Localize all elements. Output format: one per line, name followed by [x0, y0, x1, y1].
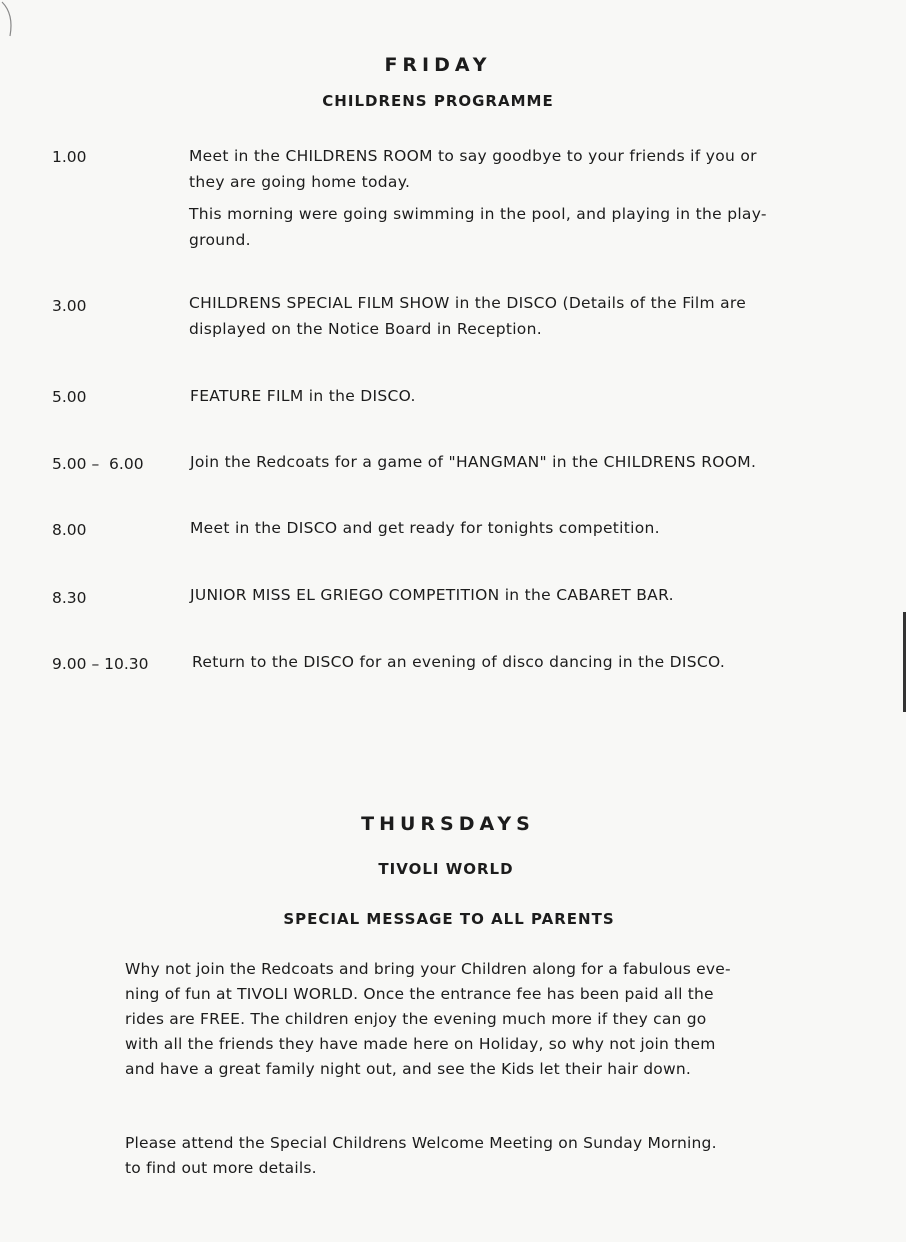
schedule-time: 5.00: [52, 388, 87, 406]
schedule-time: 8.30: [52, 589, 87, 607]
parents-message-line: ning of fun at TIVOLI WORLD. Once the entrance fee has been paid all the: [125, 985, 714, 1003]
parents-message-heading: SPECIAL MESSAGE TO ALL PARENTS: [283, 910, 615, 928]
parents-message-line: rides are FREE. The children enjoy the evening much more if they can go: [125, 1010, 707, 1028]
schedule-time: 8.00: [52, 521, 87, 539]
schedule-time: 9.00 – 10.30: [52, 655, 149, 673]
schedule-description: Join the Redcoats for a game of "HANGMAN" in the CHILDRENS ROOM.: [190, 453, 757, 471]
friday-subtitle: CHILDRENS PROGRAMME: [322, 92, 554, 110]
schedule-description: Return to the DISCO for an evening of disco dancing in the DISCO.: [192, 653, 726, 671]
parents-message-line: with all the friends they have made here on Holiday, so why not join them: [125, 1035, 716, 1053]
schedule-description: This morning were going swimming in the pool, and playing in the play-: [189, 205, 767, 223]
welcome-meeting-note: to find out more details.: [125, 1159, 317, 1177]
schedule-time: 1.00: [52, 148, 87, 166]
schedule-description: FEATURE FILM in the DISCO.: [190, 387, 416, 405]
parents-message-line: and have a great family night out, and see the Kids let their hair down.: [125, 1060, 691, 1078]
parents-message-line: Why not join the Redcoats and bring your Children along for a fabulous eve-: [125, 960, 731, 978]
schedule-description: Meet in the DISCO and get ready for tonights competition.: [190, 519, 660, 537]
page-corner-mark: [0, 0, 22, 40]
thursdays-subtitle: TIVOLI WORLD: [378, 860, 514, 878]
schedule-description: Meet in the CHILDRENS ROOM to say goodbye to your friends if you or: [189, 147, 757, 165]
welcome-meeting-note: Please attend the Special Childrens Welcome Meeting on Sunday Morning.: [125, 1134, 717, 1152]
schedule-description: displayed on the Notice Board in Reception.: [189, 320, 542, 338]
schedule-description: they are going home today.: [189, 173, 411, 191]
schedule-time: 5.00 – 6.00: [52, 455, 144, 473]
schedule-description: ground.: [189, 231, 251, 249]
schedule-description: CHILDRENS SPECIAL FILM SHOW in the DISCO (Details of the Film are: [189, 294, 747, 312]
thursdays-title: THURSDAYS: [361, 813, 535, 835]
schedule-time: 3.00: [52, 297, 87, 315]
schedule-description: JUNIOR MISS EL GRIEGO COMPETITION in the CABARET BAR.: [190, 586, 674, 604]
friday-title: FRIDAY: [384, 54, 492, 76]
